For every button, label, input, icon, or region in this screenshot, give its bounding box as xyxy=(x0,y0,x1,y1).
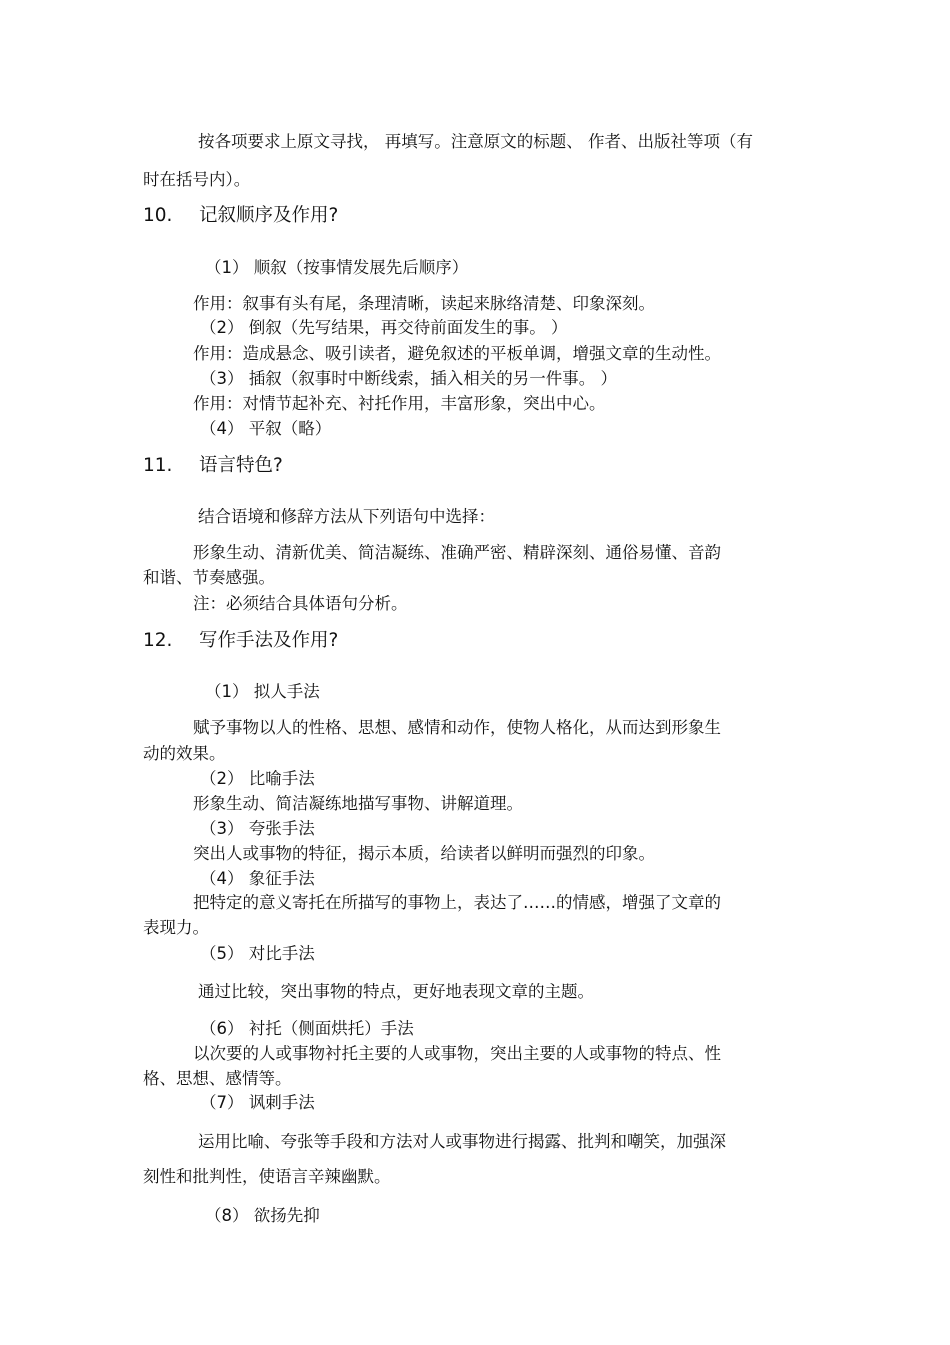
list-item-effect: 作用：对情节起补充、衬托作用，丰富形象，突出中心。 xyxy=(193,394,606,413)
list-item-label: （1） 顺叙（按事情发展先后顺序） xyxy=(205,258,469,277)
list-item-label: （7） 讽刺手法 xyxy=(200,1093,315,1112)
paragraph: 格、思想、感情等。 xyxy=(143,1069,292,1088)
paragraph: 通过比较，突出事物的特点，更好地表现文章的主题。 xyxy=(198,982,594,1001)
section-title: 语言特色? xyxy=(199,455,283,476)
paragraph: 以次要的人或事物衬托主要的人或事物，突出主要的人或事物的特点、性 xyxy=(193,1044,721,1063)
intro-line-2: 时在括号内）。 xyxy=(143,170,251,189)
list-item-label: （3） 夸张手法 xyxy=(200,819,315,838)
paragraph: 赋予事物以人的性格、思想、感情和动作，使物人格化，从而达到形象生 xyxy=(193,718,721,737)
paragraph: 形象生动、简洁凝练地描写事物、讲解道理。 xyxy=(193,794,523,813)
paragraph: 动的效果。 xyxy=(143,744,226,763)
paragraph: 表现力。 xyxy=(143,918,209,937)
list-item-label: （5） 对比手法 xyxy=(200,944,315,963)
section-title: 写作手法及作用? xyxy=(199,630,339,651)
section-title: 记叙顺序及作用? xyxy=(199,205,339,226)
list-item-label: （6） 衬托（侧面烘托）手法 xyxy=(200,1019,414,1038)
list-item-label: （3） 插叙（叙事时中断线索，插入相关的另一件事。 ） xyxy=(200,369,617,388)
section-number: 12. xyxy=(143,630,173,651)
list-item-label: （8） 欲扬先抑 xyxy=(205,1206,320,1225)
section-11-heading xyxy=(143,454,283,478)
section-number: 10. xyxy=(143,205,173,226)
intro-line-1: 按各项要求上原文寻找， 再填写。注意原文的标题、 作者、出版社等项（有 xyxy=(198,132,753,151)
paragraph: 运用比喻、夸张等手段和方法对人或事物进行揭露、批判和嘲笑，加强深 xyxy=(198,1132,726,1151)
list-item-label: （4） 平叙（略） xyxy=(200,419,332,438)
paragraph: 和谐、节奏感强。 xyxy=(143,568,275,587)
paragraph: 刻性和批判性，使语言辛辣幽默。 xyxy=(143,1167,391,1186)
list-item-effect: 作用：造成悬念、吸引读者，避免叙述的平板单调，增强文章的生动性。 xyxy=(193,344,721,363)
list-item-label: （2） 比喻手法 xyxy=(200,769,315,788)
list-item-effect: 作用：叙事有头有尾，条理清晰，读起来脉络清楚、印象深刻。 xyxy=(193,294,655,313)
section-10-heading xyxy=(143,204,338,228)
paragraph: 把特定的意义寄托在所描写的事物上，表达了……的情感，增强了文章的 xyxy=(193,893,721,912)
section-number: 11. xyxy=(143,455,173,476)
paragraph: 形象生动、清新优美、简洁凝练、准确严密、精辟深刻、通俗易懂、音韵 xyxy=(193,543,721,562)
paragraph: 结合语境和修辞方法从下列语句中选择： xyxy=(198,507,495,526)
section-12-heading xyxy=(143,629,338,653)
note: 注：必须结合具体语句分析。 xyxy=(193,594,408,613)
list-item-label: （4） 象征手法 xyxy=(200,869,315,888)
paragraph: 突出人或事物的特征，揭示本质，给读者以鲜明而强烈的印象。 xyxy=(193,844,655,863)
list-item-label: （2） 倒叙（先写结果，再交待前面发生的事。 ） xyxy=(200,318,568,337)
list-item-label: （1） 拟人手法 xyxy=(205,682,320,701)
